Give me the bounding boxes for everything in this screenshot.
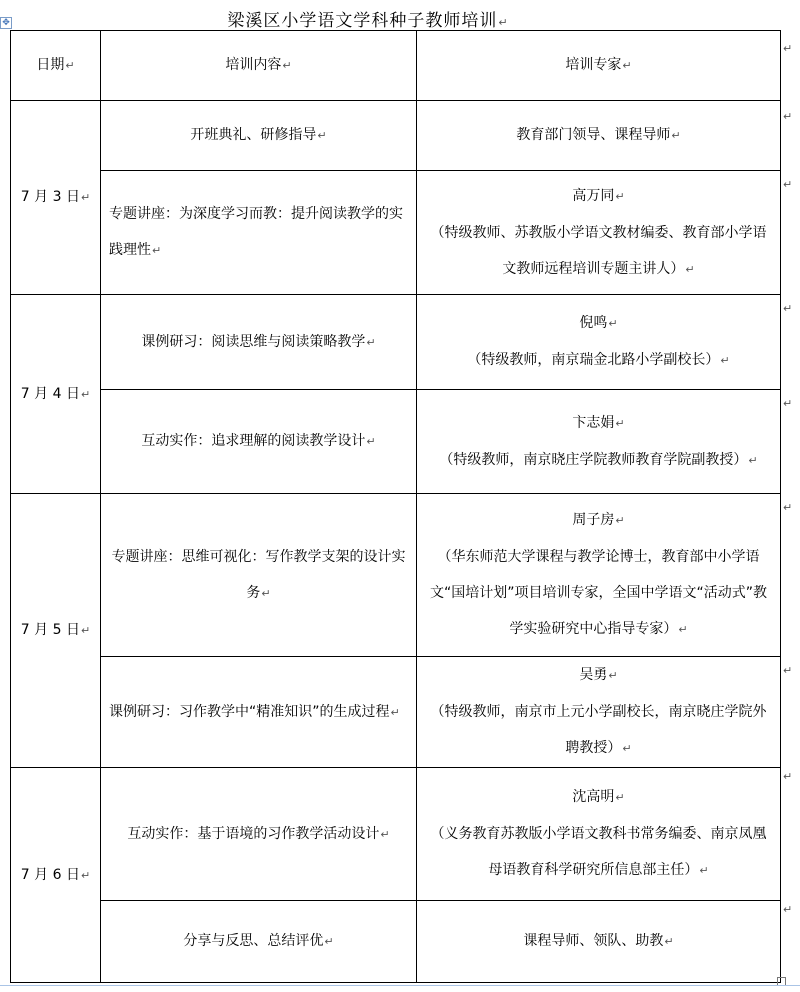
date-cell: 7 月 6 日↵ [11,768,101,983]
page-divider [0,985,800,986]
table-header-row [11,31,781,101]
expert-cell: 倪鸣↵ （特级教师，南京瑞金北路小学副校长）↵ [417,295,781,390]
row-end-mark: ↵ [783,664,793,677]
expert-description: （华东师范大学课程与教学论博士，教育部中小学语文“国培计划”项目培训专家，全国中学语文“活动式”教学实验研究中心指导专家） [429,549,767,637]
expert-cell: 课程导师、领队、助教↵ [417,901,781,983]
expert-cell: 周子房↵ （华东师范大学课程与教学论博士，教育部中小学语文“国培计划”项目培训专家，全国中学语文“活动式”教学实验研究中心指导专家）↵ [417,494,781,657]
content-cell: 课例研习：习作教学中“精准知识”的生成过程↵ [101,657,417,768]
expert-name: 卞志娟 [572,414,615,431]
expert-cell: 卞志娟↵ （特级教师，南京晓庄学院教师教育学院副教授）↵ [417,390,781,494]
row-end-mark: ↵ [783,178,793,191]
row-end-mark: ↵ [783,42,793,55]
expert-cell: 高万同↵ （特级教师、苏教版小学语文教材编委、教育部小学语文教师远程培训专题主讲人）↵ [417,171,781,295]
expert-cell: 沈高明↵ （义务教育苏教版小学语文教科书常务编委、南京凤凰母语教育科学研究所信息部主任）↵ [417,768,781,901]
expert-description: （特级教师，南京瑞金北路小学副校长） [467,352,720,368]
content-cell: 课例研习：阅读思维与阅读策略教学↵ [101,295,417,390]
table-row [11,768,781,901]
table-row [11,494,781,657]
date-cell: 7 月 4 日↵ [11,295,101,494]
expert-name: 周子房 [572,512,615,528]
expert-name: 高万同 [572,187,615,204]
expert-description: （义务教育苏教版小学语文教科书常务编委、南京凤凰母语教育科学研究所信息部主任） [430,826,767,878]
content-cell: 专题讲座：为深度学习而教：提升阅读教学的实践理性↵ [101,171,417,295]
table-row [11,390,781,494]
date-cell: 7 月 3 日↵ [11,101,101,295]
expert-description: （特级教师，南京市上元小学副校长，南京晓庄学院外聘教授） [430,704,767,756]
expert-name: 吴勇 [579,667,608,683]
header-content: 培训内容↵ [101,31,417,101]
content-cell: 互动实作：追求理解的阅读教学设计↵ [101,390,417,494]
expert-description: （特级教师，南京晓庄学院教师教育学院副教授） [439,451,748,468]
document-title: 梁溪区小学语文学科种子教师培训↵ [227,11,509,31]
row-end-mark: ↵ [783,302,793,315]
table-row [11,901,781,983]
row-end-mark: ↵ [783,501,793,514]
table-row [11,295,781,390]
row-end-mark: ↵ [783,903,793,916]
expert-name: 倪鸣 [579,315,608,331]
header-date: 日期↵ [11,31,101,101]
row-end-mark: ↵ [783,397,793,410]
table-row [11,171,781,295]
table-row [11,101,781,171]
row-end-mark: ↵ [783,770,793,783]
table-row [11,657,781,768]
content-cell: 开班典礼、研修指导↵ [101,101,417,171]
content-cell: 专题讲座：思维可视化：写作教学支架的设计实务↵ [101,494,417,657]
date-cell: 7 月 5 日↵ [11,494,101,768]
expert-cell: 吴勇↵ （特级教师，南京市上元小学副校长，南京晓庄学院外聘教授）↵ [417,657,781,768]
content-cell: 分享与反思、总结评优↵ [101,901,417,983]
header-expert: 培训专家↵ [417,31,781,101]
expert-cell: 教育部门领导、课程导师↵ [417,101,781,171]
content-cell: 互动实作：基于语境的习作教学活动设计↵ [101,768,417,901]
row-end-mark: ↵ [783,110,793,123]
table-move-handle-icon[interactable]: ✥ [0,17,12,29]
training-schedule-table [10,30,781,983]
expert-name: 沈高明 [572,789,615,805]
expert-description: （特级教师、苏教版小学语文教材编委、教育部小学语文教师远程培训专题主讲人） [430,224,767,277]
